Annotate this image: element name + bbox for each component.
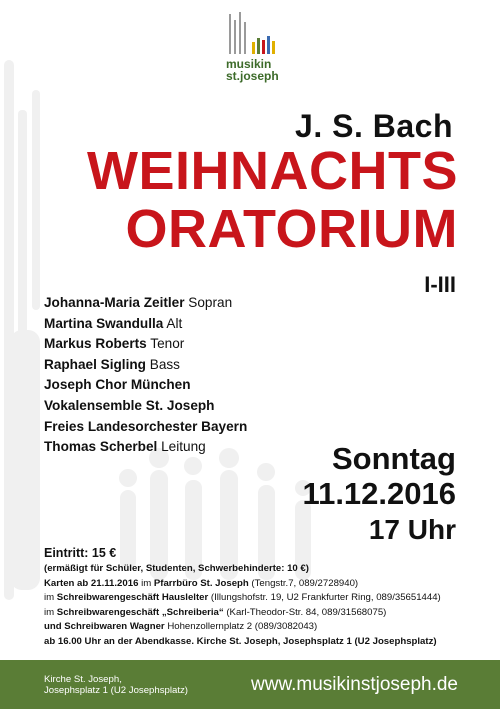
performer-name: Martina Swandulla (44, 315, 164, 331)
performer-row (44, 437, 247, 458)
performer-role: Tenor (150, 336, 185, 352)
ticket-line-3 (44, 606, 441, 621)
ticket-info (44, 545, 441, 650)
event-day: Sonntag (332, 441, 456, 476)
title-line1: WEIHNACHTS (87, 141, 458, 201)
performer-row (44, 417, 247, 438)
performer-role: Sopran (188, 295, 233, 310)
ticket-line-3-pre: im (44, 606, 57, 618)
performer-role: Alt (166, 315, 183, 331)
ticket-line-5 (44, 635, 441, 650)
website-link[interactable]: www.musikinstjoseph.de (251, 674, 458, 695)
title-line2: ORATORIUM (125, 199, 458, 259)
performer-name: Joseph Chor München (44, 377, 191, 393)
performer-name: Vokalensemble St. Joseph (44, 397, 215, 413)
composer-name: J. S. Bach (295, 108, 453, 144)
reduced-price-text: (ermäßigt für Schüler, Studenten, Schwerbehinderte: 10 €) (44, 563, 309, 574)
performer-name: Thomas Scherbel (44, 439, 158, 455)
footer-address-line2: Josephsplatz 1 (U2 Josephsplatz) (44, 685, 188, 696)
reduced-price (44, 562, 441, 577)
performer-name: Markus Roberts (44, 336, 147, 352)
ticket-line-1-mid: im (138, 577, 154, 589)
ticket-line-2-place: Schreibwarengeschäft Hauslelter (56, 592, 209, 604)
performer-row (44, 355, 247, 376)
ticket-line-1-date: Karten ab 21.11.2016 (44, 577, 139, 589)
performer-row (44, 314, 247, 335)
logo-line2: st.joseph (226, 69, 279, 83)
ticket-line-3-place: Schreibwarengeschäft „Schreiberia“ (56, 606, 224, 618)
performer-row (44, 334, 247, 355)
performer-name: Raphael Sigling (44, 356, 146, 372)
ticket-line-3-rest: (Karl-Theodor-Str. 84, 089/31568075) (223, 606, 387, 618)
ticket-line-1-place: Pfarrbüro St. Joseph (153, 577, 249, 589)
logo-organ-icon (222, 10, 282, 102)
ticket-line-4 (44, 620, 441, 635)
ticket-line-5-text: ab 16.00 Uhr an der Abendkasse. Kirche St. Joseph, Josephsplatz 1 (U2 Josephsplatz) (44, 635, 437, 647)
performers-list (44, 293, 247, 458)
event-date: 11.12.2016 (302, 476, 456, 511)
ticket-line-2-rest: (Illungshofstr. 19, U2 Frankfurter Ring, 089/35651444) (208, 592, 441, 604)
event-time: 17 Uhr (368, 514, 456, 545)
entry-price: Eintritt: 15 € (44, 546, 117, 560)
event-date-block (303, 442, 456, 548)
parts-label: I-III (424, 272, 456, 297)
performer-name: Johanna-Maria Zeitler (44, 295, 185, 310)
footer-address (44, 674, 188, 696)
ticket-line-1-rest: (Tengstr.7, 089/2728940) (248, 577, 359, 589)
performer-row (44, 396, 247, 417)
ticket-line-2 (44, 591, 441, 606)
ticket-line-4-place: Schreibwaren Wagner (64, 621, 165, 633)
ticket-line-2-pre: im (44, 592, 57, 604)
footer-bar (0, 660, 500, 709)
performer-row (44, 293, 247, 314)
ticket-line-4-pre: und (44, 621, 65, 633)
performer-name: Freies Landesorchester Bayern (44, 418, 248, 434)
ticket-line-4-rest: Hohenzollernplatz 2 (089/3082043) (164, 621, 318, 633)
performer-row (44, 375, 247, 396)
logo-line1: musikin (226, 57, 272, 71)
footer-address-line1: Kirche St. Joseph, (44, 674, 122, 685)
performer-role: Leitung (161, 439, 206, 455)
logo-text (226, 58, 286, 82)
ticket-line-1 (44, 577, 441, 592)
performer-role: Bass (149, 356, 180, 372)
